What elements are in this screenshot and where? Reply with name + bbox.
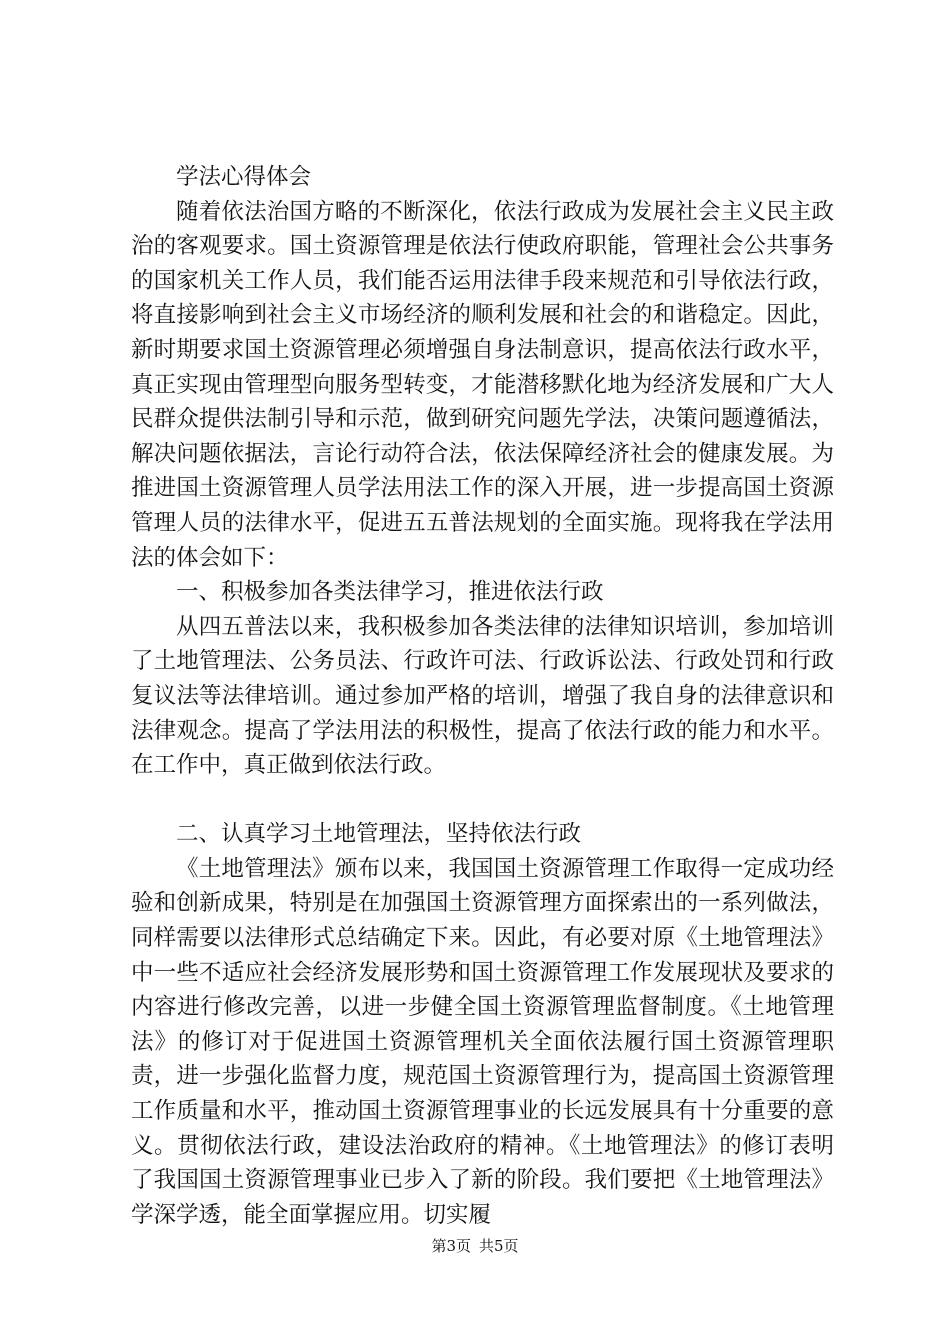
document-body (131, 160, 834, 1232)
section-heading-2: 二、认真学习土地管理法，坚持依法行政 (176, 821, 582, 848)
page-number-total: 共5页 (479, 1237, 519, 1255)
section-heading-1: 一、积极参加各类法律学习，推进依法行政 (176, 579, 604, 606)
paragraph-intro: 随着依法治国方略的不断深化，依法行政成为发展社会主义民主政治的客观要求。国土资源管理是依法行使政府职能，管理社会公共事务的国家机关工作人员，我们能否运用法律手段来规范和引导依法行政，将直接影响到社会主义市场经济的顺利发展和社会的和谐稳定。因此，新时期要求国土资源管理必须增强自身法制意识，提高依法行政水平，真正实现由管理型向服务型转变，才能潜移默化地为经济发展和广大人民群众提供法制引导和示范，做到研究问题先学法，决策问题遵循法，解决问题依据法，言论行动符合法，依法保障经济社会的健康发展。为推进国土资源管理人员学法用法工作的深入开展，进一步提高国土资源管理人员的法律水平，促进五五普法规划的全面实施。现将我在学法用法的体会如下： (131, 198, 834, 571)
paragraph-section-2: 《土地管理法》颁布以来，我国国土资源管理工作取得一定成功经验和创新成果，特别是在加强国土资源管理方面探索出的一系列做法，同样需要以法律形式总结确定下来。因此，有必要对原《土地管理法》中一些不适应社会经济发展形势和国土资源管理工作发展现状及要求的内容进行修改完善，以进一步健全国土资源管理监督制度。《土地管理法》的修订对于促进国土资源管理机关全面依法履行国土资源管理职责，进一步强化监督力度，规范国土资源管理行为，提高国土资源管理工作质量和水平，推动国土资源管理事业的长远发展具有十分重要的意义。贯彻依法行政，建设法治政府的精神。《土地管理法》的修订表明了我国国土资源管理事业已步入了新的阶段。我们要把《土地管理法》学深学透，能全面掌握应用。切实履 (131, 855, 834, 1228)
page-footer (0, 1236, 950, 1256)
document-title: 学法心得体会 (176, 164, 312, 190)
page-number-current: 第3页 (431, 1237, 471, 1255)
paragraph-section-1: 从四五普法以来，我积极参加各类法律的法律知识培训，参加培训了土地管理法、公务员法、行政许可法、行政诉讼法、行政处罚和行政复议法等法律培训。通过参加严格的培训，增强了我自身的法律意识和法律观念。提高了学法用法的积极性，提高了依法行政的能力和水平。在工作中，真正做到依法行政。 (131, 613, 834, 779)
blank-line (131, 783, 834, 818)
